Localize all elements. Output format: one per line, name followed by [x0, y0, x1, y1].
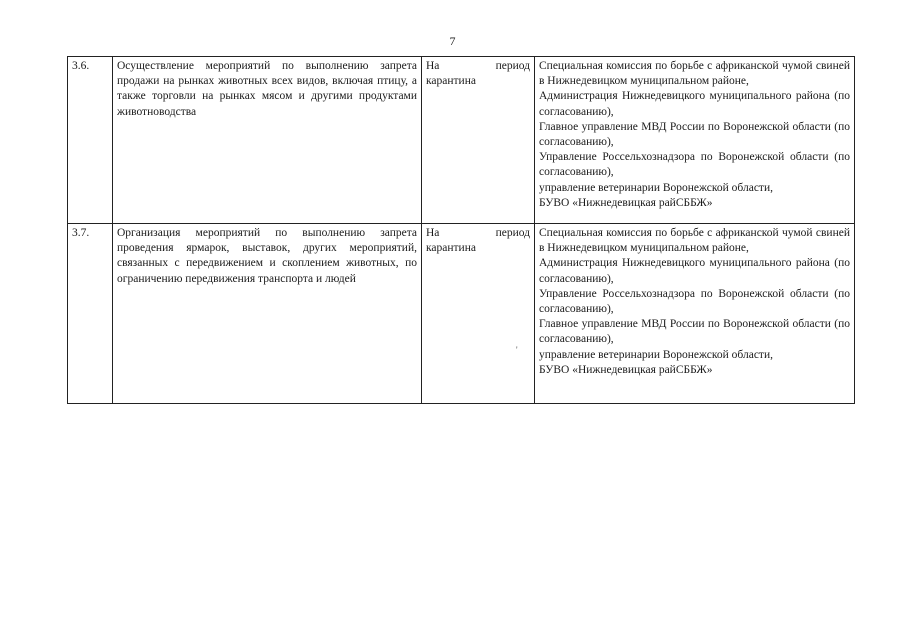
stray-mark: ' — [516, 345, 518, 355]
page-number: 7 — [449, 34, 456, 48]
measures-table — [67, 56, 855, 404]
responsible-entry: БУВО «Нижнедевицкая райСББЖ» — [539, 363, 713, 376]
responsible-entry: Администрация Нижнедевицкого муниципального района (по согласованию), — [539, 257, 850, 285]
responsible-entry: Главное управление МВД России по Воронежской области (по согласованию), — [539, 120, 850, 149]
responsible-entry: Специальная комиссия по борьбе с африканской чумой свиней в Нижнедевицком муниципальном районе, — [539, 60, 850, 88]
table-row — [68, 57, 855, 224]
period-cell — [422, 57, 535, 224]
responsible-entry: Главное управление МВД России по Воронежской области (по согласованию), — [539, 318, 850, 346]
responsible-entry: БУВО «Нижнедевицкая райСББЖ» — [539, 196, 713, 209]
period-word: На — [426, 227, 440, 239]
responsible-entry: Управление Россельхознадзора по Воронежской области (по согласованию), — [539, 151, 850, 179]
responsible-cell — [535, 57, 855, 224]
item-number: 3.7. — [68, 224, 113, 404]
period-word: карантина — [426, 242, 476, 255]
measure-text: Осуществление мероприятий по выполнению запрета продажи на рынках животных всех видов, включая птицу, а также торговли на рынках мясом и другими продуктами животноводства — [113, 57, 422, 224]
responsible-entry: управление ветеринарии Воронежской области, — [539, 348, 773, 361]
responsible-cell — [535, 224, 855, 404]
item-number: 3.6. — [68, 57, 113, 224]
period-word: период — [495, 60, 530, 72]
period-word: карантина — [426, 75, 476, 88]
responsible-entry: Специальная комиссия по борьбе с африканской чумой свиней в Нижнедевицком муниципальном районе, — [539, 227, 850, 255]
table-row — [68, 224, 855, 404]
responsible-entry: Администрация Нижнедевицкого муниципального района (по согласованию), — [539, 90, 850, 118]
period-word: На — [426, 60, 440, 72]
responsible-entry: Управление Россельхознадзора по Воронежской области (по согласованию), — [539, 287, 850, 316]
period-cell — [422, 224, 535, 404]
responsible-entry: управление ветеринарии Воронежской области, — [539, 181, 773, 194]
period-word: период — [495, 227, 530, 239]
measure-text: Организация мероприятий по выполнению запрета проведения ярмарок, выставок, других мероприятий, связанных с передвижением и скоплением животных, по ограничению передвижения транспорта и людей — [113, 224, 422, 404]
